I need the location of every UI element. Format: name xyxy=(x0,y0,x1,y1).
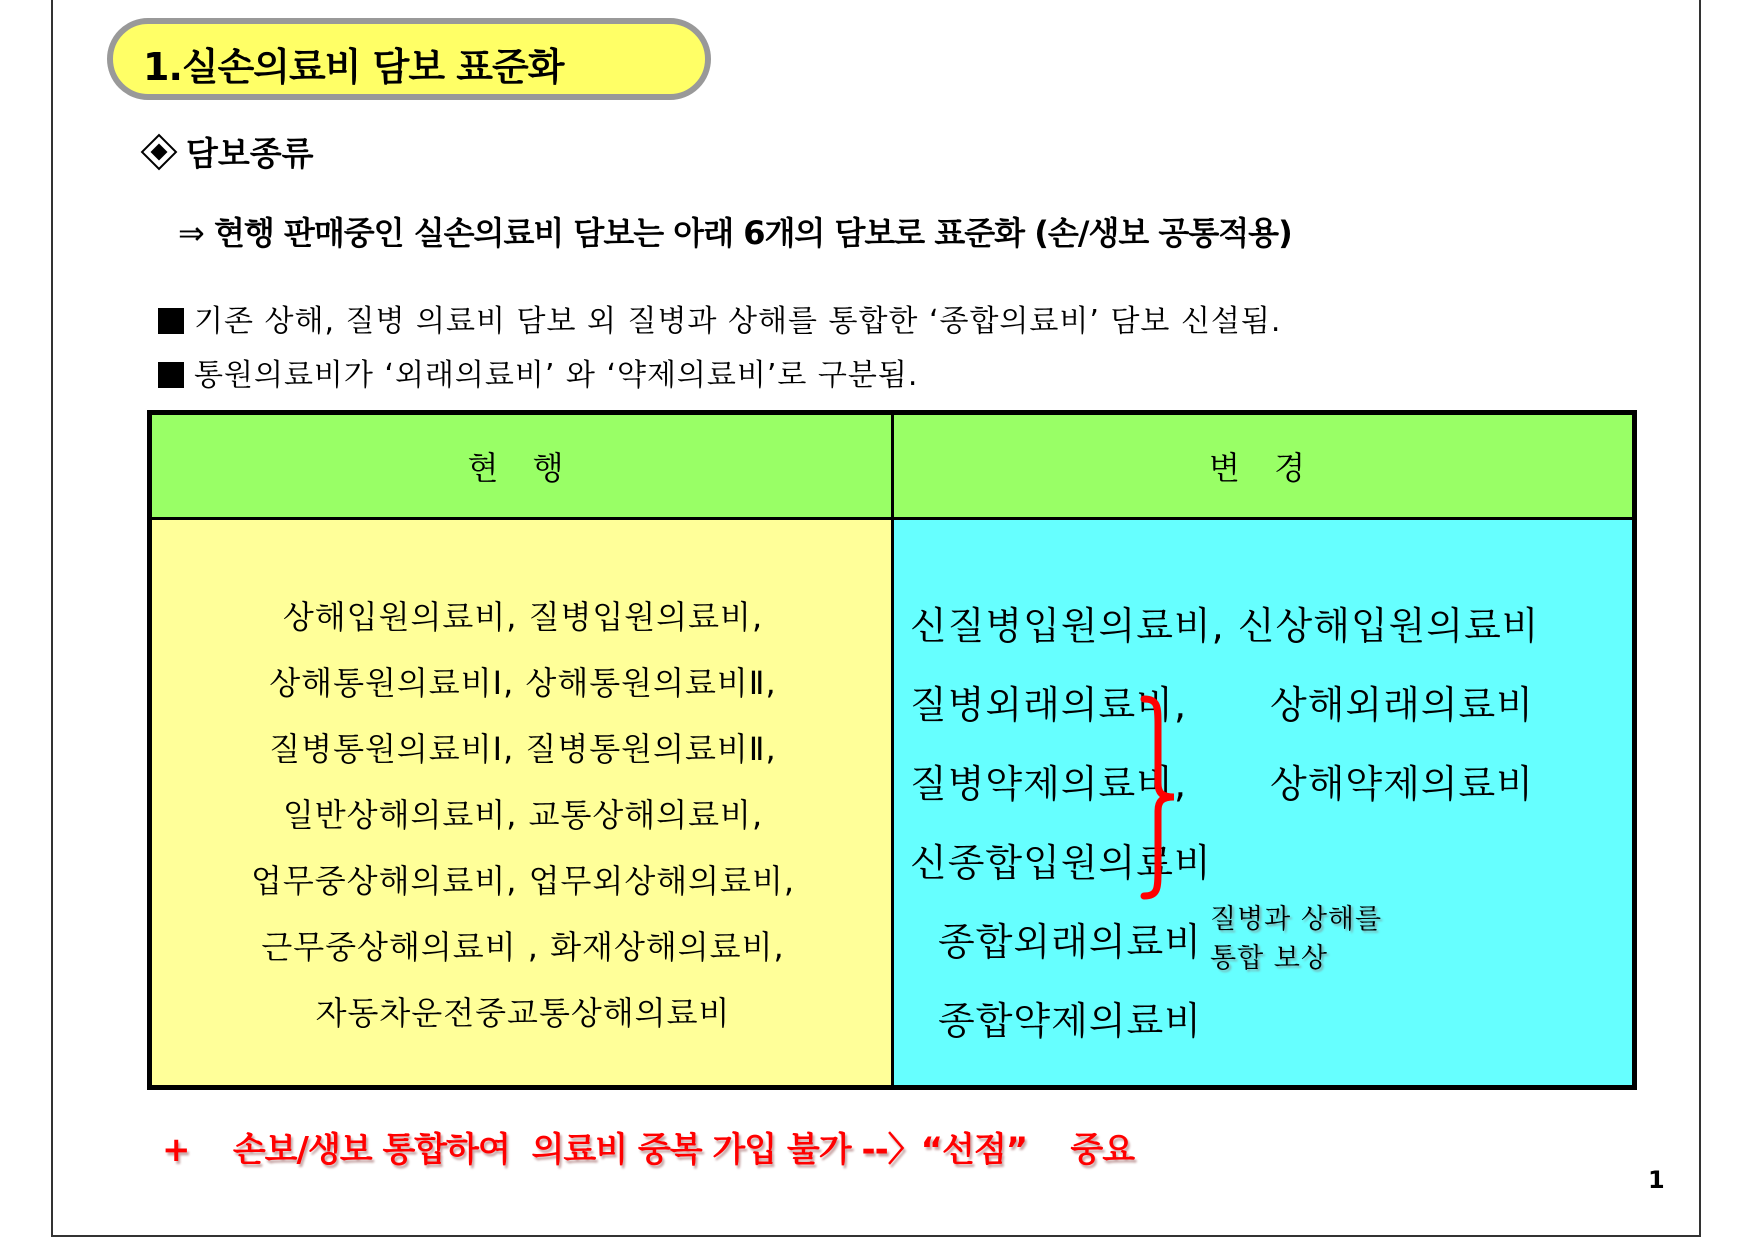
summary-line xyxy=(178,208,1292,254)
current-item: 상해입원의료비, 질병입원의료비, xyxy=(282,598,764,636)
page-title: 1.실손의료비 담보 표준화 xyxy=(143,45,564,89)
bullet-item xyxy=(158,296,1281,340)
current-coverages-cell xyxy=(152,520,894,1085)
bullet-text: 통원의료비가 ‘외래의료비’ 와 ‘약제의료비’로 구분됨. xyxy=(194,358,919,393)
current-item: 상해통원의료비Ⅰ, 상해통원의료비Ⅱ, xyxy=(269,664,777,702)
title-banner xyxy=(107,18,711,100)
changed-item: 상해외래의료비 xyxy=(1270,683,1534,727)
section-heading-text: 담보종류 xyxy=(186,134,314,173)
square-bullet-icon xyxy=(158,362,184,388)
bullet-text: 기존 상해, 질병 의료비 담보 외 질병과 상해를 통합한 ‘종합의료비’ 담보 신설됨. xyxy=(194,304,1282,339)
changed-item: 신질병입원의료비, 신상해입원의료비 xyxy=(910,604,1540,648)
changed-item: 종합외래의료비 xyxy=(938,920,1202,964)
bullet-item xyxy=(158,350,918,394)
footer-important-note: + 손보/생보 통합하여 의료비 중복 가입 불가 --〉“선점” 중요 xyxy=(162,1130,1135,1170)
current-item: 일반상해의료비, 교통상해의료비, xyxy=(282,796,764,834)
changed-item: 종합약제의료비 xyxy=(938,999,1202,1043)
current-item: 질병통원의료비Ⅰ, 질병통원의료비Ⅱ, xyxy=(269,730,777,768)
changed-item: 질병외래의료비, xyxy=(910,683,1188,727)
changed-item: 신종합입원의료비 xyxy=(910,841,1212,885)
current-item: 업무중상해의료비, 업무외상해의료비, xyxy=(250,862,796,900)
diamond-bullet-icon xyxy=(141,133,178,170)
changed-item: 상해약제의료비 xyxy=(1270,762,1534,806)
summary-text: 현행 판매중인 실손의료비 담보는 아래 6개의 담보로 표준화 (손/생보 공통적용) xyxy=(213,214,1292,252)
current-item: 근무중상해의료비 , 화재상해의료비, xyxy=(261,928,785,966)
changed-coverages-cell xyxy=(894,520,1632,1085)
current-item: 자동차운전중교통상해의료비 xyxy=(315,994,731,1032)
square-bullet-icon xyxy=(158,308,184,334)
brace-annotation xyxy=(1210,900,1382,978)
page-number: 1 xyxy=(1648,1166,1665,1194)
section-heading xyxy=(140,128,314,175)
brace-note-line: 질병과 상해를 xyxy=(1210,904,1383,935)
header-changed: 변 경 xyxy=(894,415,1632,520)
implies-arrow-icon: ⇒ xyxy=(178,214,204,252)
header-current: 현 행 xyxy=(152,415,894,520)
brace-note-line: 통합 보상 xyxy=(1210,943,1328,974)
right-brace-icon xyxy=(1140,695,1180,900)
comparison-table xyxy=(147,410,1637,1090)
changed-item: 질병약제의료비, xyxy=(910,762,1188,806)
